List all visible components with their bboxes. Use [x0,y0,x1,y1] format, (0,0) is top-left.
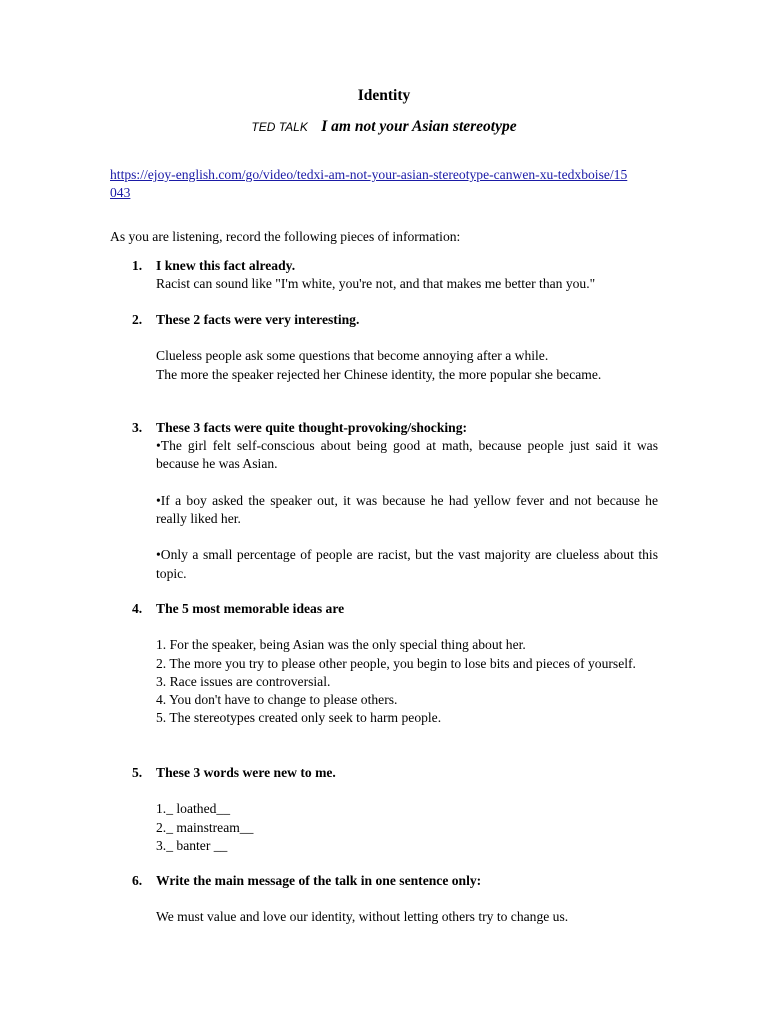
document-title: Identity [357,87,411,104]
item-text: 2._ mainstream__ [156,819,254,835]
subtitle [0,117,768,137]
item-text: 1._ loathed__ [156,801,230,817]
item-number: 3. [132,420,143,435]
item-4 [110,600,658,727]
item-number: 4. [132,601,143,616]
item-2 [110,311,658,384]
item-number: 6. [132,873,143,888]
item-heading: Write the main message of the talk in one sentence only: [156,873,482,888]
item-text: We must value and love our identity, without letting others try to change us. [156,909,569,925]
item-text: 5. The stereotypes created only seek to harm people. [156,710,442,726]
item-3 [110,419,658,583]
item-5 [110,764,658,855]
item-1 [110,257,658,293]
item-text: 2. The more you try to please other people, you begin to lose bits and pieces of yourself. [156,655,636,671]
item-heading: These 2 facts were very interesting. [156,312,360,327]
item-text: 1. For the speaker, being Asian was the only special thing about her. [156,637,526,653]
item-text: •Only a small percentage of people are racist, but the vast majority are clueless about this topic. [156,547,658,581]
video-link[interactable]: https://ejoy-english.com/go/video/tedxi-am-not-your-asian-stereotype-canwen-xu-tedxboise/15043 [110,167,628,201]
item-text: Clueless people ask some questions that become annoying after a while. [156,348,549,364]
item-text: 3._ banter __ [156,837,228,853]
item-text: The more the speaker rejected her Chinese identity, the more popular she became. [156,366,602,382]
item-text: 4. You don't have to change to please others. [156,692,398,707]
item-text: 3. Race issues are controversial. [156,673,331,689]
item-heading: The 5 most memorable ideas are [156,601,345,616]
item-number: 1. [132,258,143,273]
item-6 [110,872,658,927]
instructions: As you are listening, record the following pieces of information: [110,229,461,244]
item-text: •If a boy asked the speaker out, it was because he had yellow fever and not because he really liked her. [156,492,658,526]
ted-talk-label: TED TALK [251,120,308,134]
item-number: 2. [132,312,143,327]
item-text: •The girl felt self-conscious about being good at math, because people just said it was because he was Asian. [156,438,658,472]
talk-title: I am not your Asian stereotype [321,118,517,135]
item-text: Racist can sound like "I'm white, you're not, and that makes me better than you." [156,276,596,292]
item-heading: These 3 words were new to me. [156,765,336,780]
item-number: 5. [132,765,143,780]
item-heading: I knew this fact already. [156,258,296,273]
item-heading: These 3 facts were quite thought-provoking/shocking: [156,420,468,435]
